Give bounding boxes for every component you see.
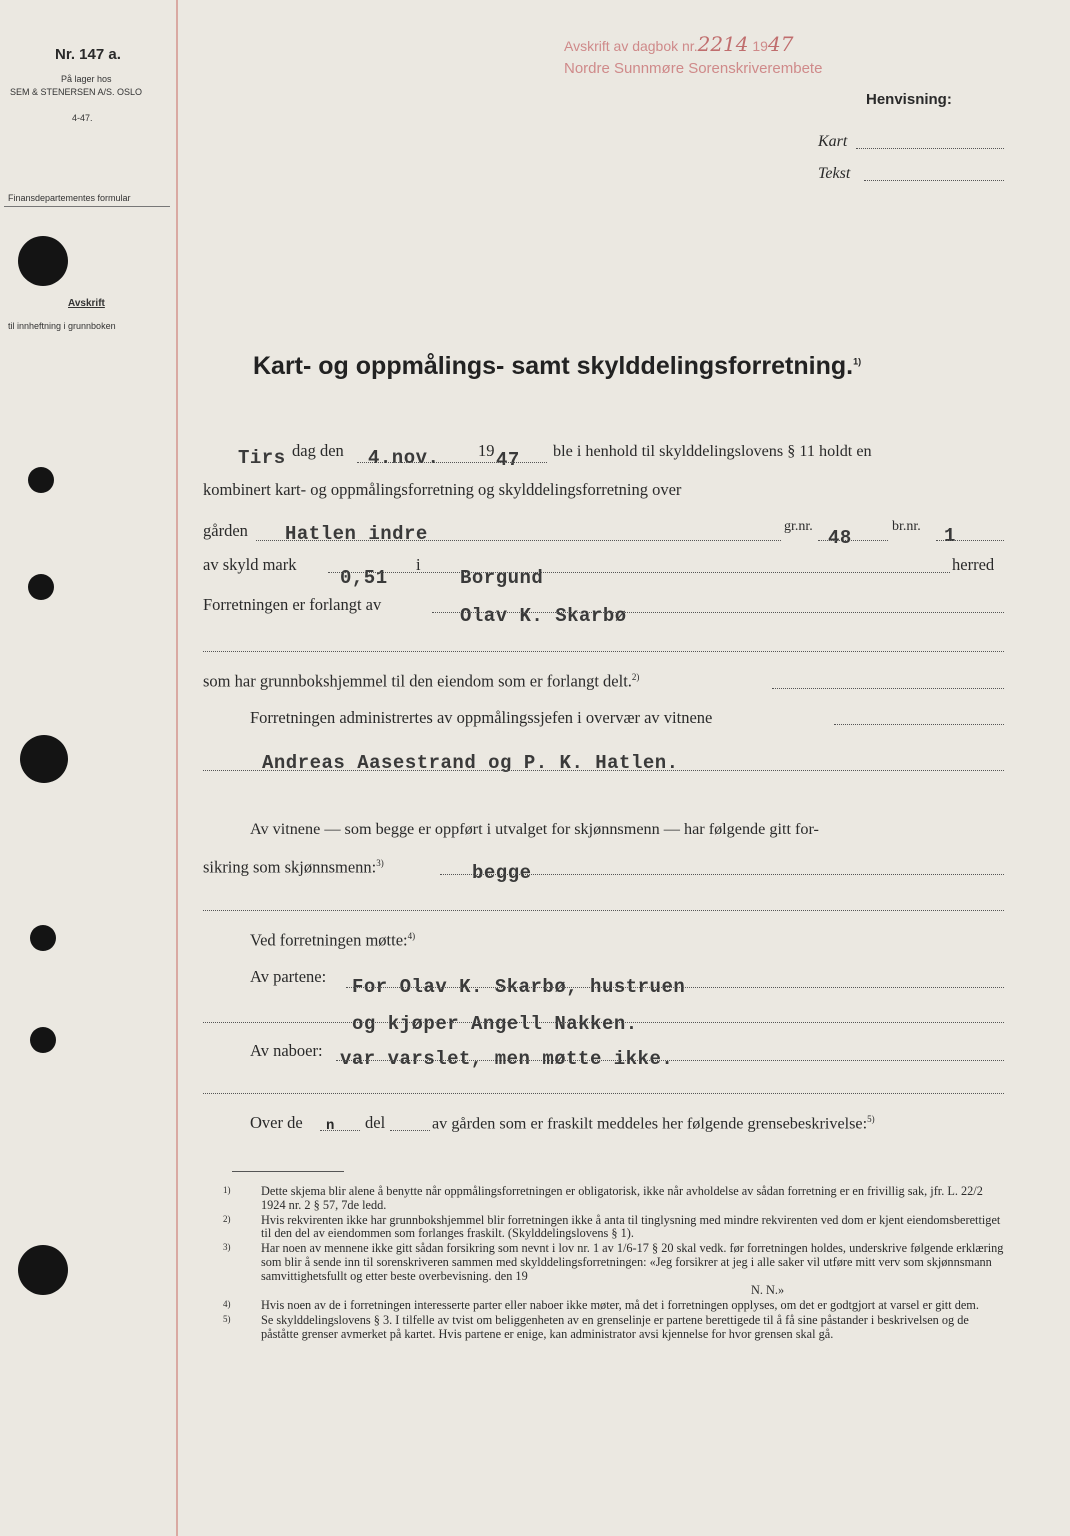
motte-label (250, 932, 415, 949)
vitner-line2-text: sikring som skjønnsmenn: (203, 857, 377, 877)
stamp-line1 (564, 32, 793, 56)
forlangt-label: Forretningen er forlangt av (203, 595, 382, 614)
footnote (203, 1299, 1006, 1313)
binder-hole (18, 1245, 68, 1295)
binder-hole (30, 1027, 56, 1053)
publisher-line1: På lager hos (61, 74, 112, 84)
sworn-field-line-2 (203, 910, 1004, 911)
copy-label: Avskrift (68, 298, 105, 309)
sworn-value: begge (472, 862, 532, 884)
date-value: 4.nov. (368, 447, 440, 469)
skyld-field-line (328, 572, 950, 573)
date-code: 4-47. (72, 113, 93, 123)
kart-label: Kart (818, 133, 848, 150)
over-note: 5) (867, 1114, 875, 1124)
tekst-label: Tekst (818, 165, 851, 182)
over-de-fill: n (326, 1118, 335, 1134)
copy-purpose: til innheftning i grunnboken (8, 321, 116, 331)
page-title (253, 352, 861, 381)
stamp-year: 47 (767, 32, 794, 56)
stamp-prefix: Avskrift av dagbok nr. (564, 38, 698, 54)
footnote-number: 2) (223, 1213, 231, 1224)
footnote (203, 1242, 1006, 1283)
footnote-text: Se skylddelingslovens § 3. I tilfelle av tvist om beliggenheten av en grenselinje er partene berettigede til å få sine påstander i beskrivelsen og de påståtte grenser avmerket på kartet. Hvis partene er enige, kan administrator avsi kjennelse for hvor grensen skal gå. (261, 1312, 969, 1341)
binder-hole (28, 574, 54, 600)
grnr-value: 48 (828, 527, 852, 549)
footnote-text: Har noen av mennene ikke gitt sådan forsikring som nevnt i lov nr. 1 av 1/6-17 § 20 skal vedk. før forretningen holdes, underskrive følgende erklæring som blir å sende inn til sorenskriveren sammen med skylddelingsforretningen: «Jeg forsikrer at jeg i alle saker vil utføre mitt verv som skjønnsmann samvittighetsfullt og etter beste overbevisning. den 19 (261, 1241, 1004, 1283)
vitner-line1: Av vitnene — som begge er oppført i utvalget for skjønnsmenn — har følgende gitt for- (250, 820, 819, 838)
footnote-number (203, 1284, 261, 1298)
del-field-line (390, 1130, 430, 1131)
binder-hole (28, 467, 54, 493)
title-text: Kart- og oppmålings- samt skylddelingsforretning. (253, 352, 854, 380)
year-value: 47 (496, 449, 520, 471)
footnote-text: Hvis rekvirenten ikke har grunnbokshjemmel blir forretningen ikke å anta til tinglysning med mindre rekvirenten ved dom er kjent eiendomsberettiget til den del av eiendommen som forlanges fraskilt. (Skylddelingslovens § 1). (261, 1212, 1001, 1241)
grnr-label: gr.nr. (784, 519, 813, 534)
requester-value: Olav K. Skarbø (460, 605, 627, 627)
hjemmel-field-line (772, 688, 1004, 689)
margin-rule (176, 0, 178, 1536)
title-note: 1) (853, 356, 862, 367)
footnote (203, 1314, 1006, 1342)
herred-label: herred (952, 555, 995, 574)
ministry-rule (4, 206, 170, 207)
hjemmel-note: 2) (631, 672, 640, 682)
intro-line2: kombinert kart- og oppmålingsforretning og skylddelingsforretning over (203, 480, 682, 499)
del-label: del (365, 1113, 386, 1132)
vitner-line2 (203, 859, 384, 876)
partene-line1: For Olav K. Skarbø, hustruen (352, 976, 686, 998)
kart-field (856, 148, 1004, 149)
partene-label: Av partene: (250, 967, 327, 986)
grnr-field-line (818, 540, 888, 541)
over-de-field-line (320, 1130, 360, 1131)
naboer-value: var varslet, men møtte ikke. (340, 1048, 674, 1070)
footnote-text: Dette skjema blir alene å benytte når oppmålingsforretningen er obligatorisk, ikke når avholdelse av sådan forretning er en frivillig sak, jfr. L. 22/2 1924 nr. 2 § 57, 7de ledd. (261, 1184, 983, 1212)
footnote (203, 1185, 1006, 1213)
over-de-label: Over de (250, 1113, 303, 1132)
date-field-line (357, 462, 547, 463)
footnote-rule (232, 1171, 344, 1172)
ministry-label: Finansdepartementes formular (8, 193, 131, 203)
requester-field-line-2 (203, 651, 1004, 652)
stamp-office: Nordre Sunnmøre Sorenskriverembete (564, 60, 823, 77)
footnote (203, 1284, 1006, 1298)
i-label: i (416, 555, 421, 574)
partene-line2: og kjøper Angell Nakken. (352, 1013, 638, 1035)
footnote-number: 3) (223, 1242, 231, 1253)
footnote-number: 1) (223, 1185, 231, 1195)
footnote-number: 4) (223, 1299, 231, 1310)
binder-hole (20, 735, 68, 783)
footnote-number: 5) (223, 1313, 231, 1324)
year-prefix: 19 (478, 441, 495, 460)
form-number: Nr. 147 a. (55, 46, 121, 63)
dag-den-label: dag den (292, 441, 344, 460)
partene-field-line-2 (203, 1022, 1004, 1023)
henvisning-heading: Henvisning: (866, 91, 952, 108)
admin-field-line (834, 724, 1004, 725)
footnote-text: N. N.» (751, 1283, 785, 1298)
witnesses-field-line (203, 770, 1004, 771)
binder-hole (30, 925, 56, 951)
publisher-line2: SEM & STENERSEN A/S. OSLO (10, 87, 143, 97)
requester-field-line (432, 612, 1004, 613)
skyld-label: av skyld mark (203, 555, 297, 574)
naboer-field-line (336, 1060, 1004, 1061)
partene-field-line (346, 987, 1004, 988)
brnr-field-line (936, 540, 1004, 541)
sworn-field-line (440, 874, 1004, 875)
tekst-field (864, 180, 1004, 181)
binder-hole (18, 236, 68, 286)
stamp-year-prefix: 19 (752, 38, 768, 54)
farm-field-line (256, 540, 781, 541)
brnr-value: 1 (944, 525, 956, 547)
footnotes (203, 1185, 1006, 1342)
motte-label-text: Ved forretningen møtte: (250, 930, 408, 950)
admin-text: Forretningen administrertes av oppmålingssjefen i overvær av vitnene (250, 708, 713, 727)
hjemmel-text (203, 673, 639, 690)
motte-note: 4) (407, 931, 416, 941)
naboer-field-line-2 (203, 1093, 1004, 1094)
witnesses-value: Andreas Aasestrand og P. K. Hatlen. (262, 752, 679, 774)
naboer-label: Av naboer: (250, 1041, 323, 1060)
intro-line1: ble i henhold til skylddelingslovens § 11 holdt en (553, 442, 872, 460)
footnote (203, 1214, 1006, 1242)
footnote-text: Hvis noen av de i forretningen interesserte parter eller naboer ikke møter, må det i forretningen opplyses, om det er godtgjort at varsel er gitt dem. (261, 1298, 979, 1313)
brnr-label: br.nr. (892, 519, 921, 534)
garden-label: gården (203, 521, 248, 540)
herred-value: Borgund (460, 567, 544, 589)
stamp-dagbok-number: 2214 (697, 32, 749, 56)
vitner-note: 3) (376, 858, 384, 868)
hjemmel-text-content: som har grunnbokshjemmel til den eiendom som er forlangt delt. (203, 671, 632, 691)
over-rest-text: av gården som er fraskilt meddeles her følgende grensebeskrivelse: (432, 1114, 868, 1133)
skyld-value: 0,51 (340, 567, 388, 589)
over-rest (432, 1115, 875, 1132)
farm-value: Hatlen indre (285, 523, 428, 545)
weekday-value: Tirs (238, 447, 286, 469)
